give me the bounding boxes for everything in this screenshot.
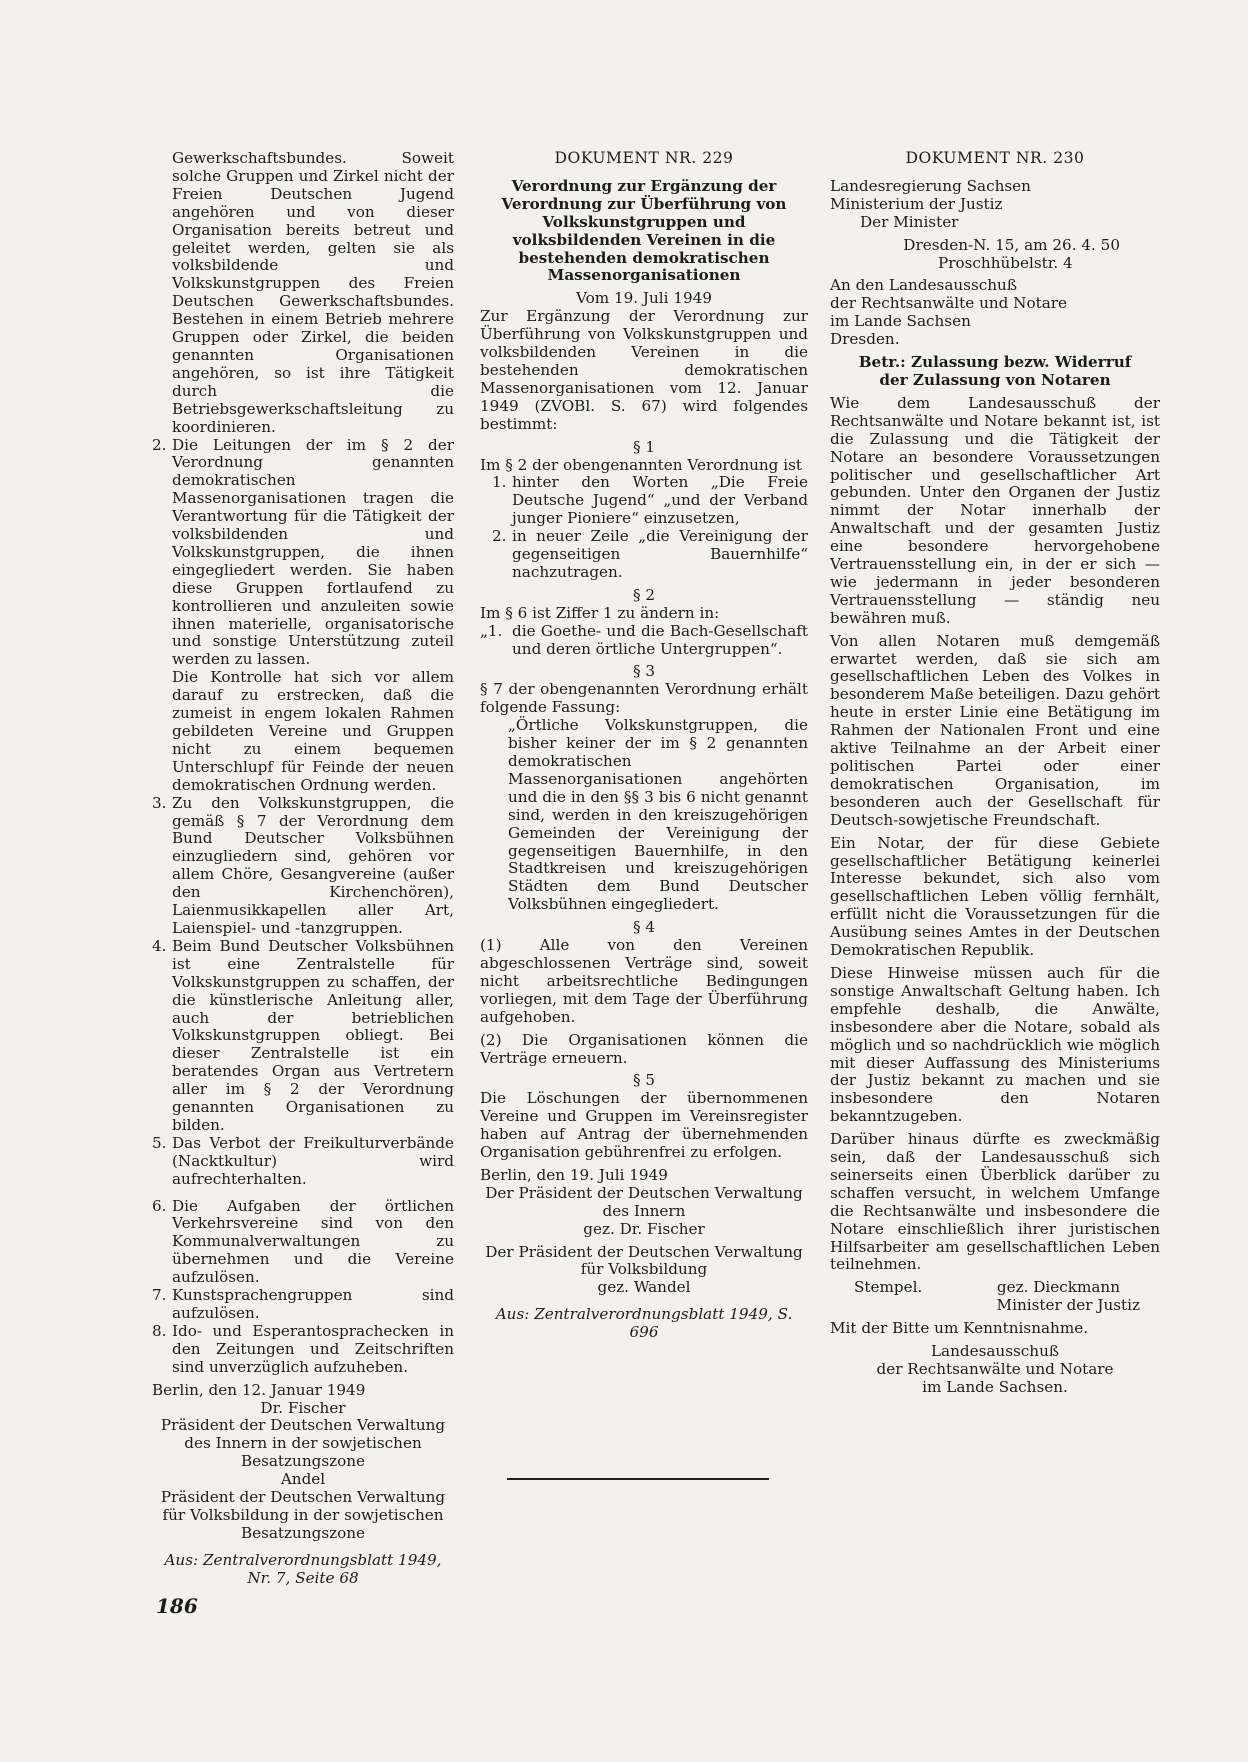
item-number: 4. — [152, 936, 167, 955]
list-item — [480, 474, 808, 528]
letter-paragraph: Ein Notar, der für diese Gebiete gesellschaftlicher Betätigung keinerlei Interesse bekundet, sich also vom gesellschaftlichen Leben völlig fernhält, erfüllt nicht die Voraussetzungen für die Ausübung seines Amtes in der Deutschen Demokratischen Republik. — [830, 833, 1160, 960]
item-text: in neuer Zeile „die Vereinigung der gegenseitigen Bauernhilfe“ nachzutragen. — [512, 527, 808, 581]
item-number: „1. — [480, 621, 503, 640]
source-citation: Aus: Zentralverordnungsblatt 1949, Nr. 7, Seite 68 — [164, 1550, 442, 1587]
ordinance-title: Verordnung zur Ergänzung der Verordnung zur Überführung von Volkskunstgruppen und volksbildenden Vereinen in die bestehenden demokratischen Massenorganisationen — [501, 176, 787, 285]
recipient-line: der Rechtsanwälte und Notare — [876, 1360, 1114, 1378]
list-item — [152, 1135, 454, 1189]
quoted-text: „Örtliche Volkskunstgruppen, die bisher keiner der im § 2 genannten demokratischen Massenorganisationen angehörten und die in den §§ 3 bis 6 nicht genannt sind, werden in den kreiszugehörigen Gemeinden der Vereinigung der gegenseitigen Bauernhilfe, in den Stadtkreisen und kreiszugehörigen Städten dem Bund Deutscher Volksbühnen eingegliedert. — [508, 716, 808, 914]
item-number: 7. — [152, 1286, 167, 1305]
sender-line: Landesregierung Sachsen — [830, 176, 1031, 195]
forwarding-note: Mit der Bitte um Kenntnisnahme. — [830, 1319, 1089, 1338]
letter-paragraph: Diese Hinweise müssen auch für die sonstige Anwaltschaft Geltung haben. Ich empfehle deshalb, die Anwälte, insbesondere aber die Notare, sobald als möglich und so nachdrücklich wie möglich mit dieser Auffassung des Ministeriums der Justiz bekannt zu machen und sie insbesondere den Notaren bekanntzugeben. — [830, 963, 1160, 1126]
section-paragraph: Die Löschungen der übernommenen Vereine und Gruppen im Vereinsregister haben auf Antrag der übernehmenden Organisation gebührenfrei zu erfolgen. — [480, 1089, 808, 1162]
section-paragraph: (1) Alle von den Vereinen abgeschlossenen Verträge sind, soweit nicht arbeitsrechtliche Bedingungen vorliegen, mit dem Tage der Überführung aufgehoben. — [480, 936, 808, 1026]
list-item — [152, 1287, 454, 1323]
section-intro: § 7 der obengenannten Verordnung erhält folgende Fassung: — [480, 680, 808, 717]
section-heading: § 4 — [632, 918, 656, 937]
recipient-line: im Lande Sachsen. — [922, 1377, 1068, 1396]
street-address: Proschhübelstr. 4 — [938, 253, 1073, 272]
place-date: Berlin, den 19. Juli 1949 — [480, 1165, 668, 1184]
signature-title: Präsident der Deutschen Verwaltung des Innern in der sowjetischen Besatzungszone — [160, 1416, 446, 1471]
item-text: Beim Bund Deutscher Volksbühnen ist eine Zentralstelle für Volkskunstgruppen zu schaffen, der die künstlerische Anleitung aller, auch der betrieblichen Volkskunstgruppen obliegt. Bei dieser Zentralstelle ist ein beratendes Organ aus Vertretern aller im § 2 der Verordnung genannten Organisationen zu bilden. — [172, 936, 454, 1134]
place-date: Dresden-N. 15, am 26. 4. 50 — [903, 235, 1120, 254]
list-item — [152, 1323, 454, 1377]
section-divider — [507, 1478, 769, 1480]
recipient-line: Landesausschuß — [930, 1342, 1060, 1361]
subject-line: Betr.: Zulassung bezw. Widerruf der Zulassung von Notaren — [858, 353, 1132, 389]
list-item — [152, 437, 454, 795]
column-middle — [480, 150, 808, 1342]
list-item — [480, 623, 808, 659]
section-heading: § 5 — [632, 1071, 656, 1090]
signature-name: Andel — [280, 1470, 326, 1489]
item-text: Das Verbot der Freikulturverbände (Nacktkultur) wird aufrechterhalten. — [172, 1133, 454, 1188]
stamp-label: Stempel. — [854, 1278, 923, 1297]
sender-line: Der Minister — [860, 212, 959, 231]
address-line: An den Landesausschuß — [830, 276, 1017, 295]
document-heading: DOKUMENT NR. 229 — [554, 149, 734, 167]
item-number: 1. — [492, 473, 507, 492]
page-number: 186 — [156, 1594, 198, 1618]
section-heading: § 1 — [632, 437, 656, 456]
list-item — [480, 528, 808, 582]
signature-row — [830, 1279, 1160, 1297]
item-text: Die Aufgaben der örtlichen Verkehrsvereine sind von den Kommunalverwaltungen zu übernehmen und die Vereine aufzulösen. — [172, 1196, 454, 1287]
column-right — [830, 150, 1160, 1397]
place-date: Berlin, den 12. Januar 1949 — [152, 1380, 366, 1399]
section-list — [480, 474, 808, 581]
item-number: 2. — [492, 527, 507, 546]
signature-name: gez. Dr. Fischer — [583, 1219, 705, 1238]
signature-title: Präsident der Deutschen Verwaltung für Volksbildung in der sowjetischen Besatzungszone — [160, 1488, 446, 1542]
item-number: 5. — [152, 1133, 167, 1152]
item-number: 6. — [152, 1196, 167, 1215]
item-number: 8. — [152, 1321, 167, 1340]
signature-name: gez. Wandel — [597, 1278, 691, 1297]
item-text: Kunstsprachengruppen sind aufzulösen. — [172, 1286, 454, 1322]
letter-paragraph: Darüber hinaus dürfte es zweckmäßig sein, daß der Landesausschuß sich seinerseits einen Überblick darüber zu schaffen versucht, in welchem Umfange die Rechtsanwälte und insbesondere die Notare einschließlich ihrer juristischen Hilfsarbeiter am gesellschaftlichen Leben teilnehmen. — [830, 1130, 1160, 1274]
list-item — [152, 938, 454, 1135]
preamble: Zur Ergänzung der Verordnung zur Überführung von Volkskunstgruppen und volksbildenden Vereinen in die bestehenden demokratischen Massenorganisationen vom 12. Januar 1949 (ZVOBl. S. 67) wird folgendes bestimmt: — [480, 307, 808, 433]
letter-paragraph: Wie dem Landesausschuß der Rechtsanwälte und Notare bekannt ist, ist die Zulassung und die Tätigkeit der Notare an besondere Voraussetzungen politischer und gesellschaftlicher Art gebunden. Unter den Organen der Justiz nimmt der Notar innerhalb der Anwaltschaft und der gesamten Justiz eine besondere hervorgehobene Vertrauensstellung ein, in der er sich — wie jedermann in jeder besonderen Vertrauensstellung — ständig neu bewähren muß. — [830, 393, 1160, 627]
document-heading: DOKUMENT NR. 230 — [905, 149, 1085, 167]
section-paragraph: (2) Die Organisationen können die Verträge erneuern. — [480, 1030, 808, 1067]
list-item — [152, 1198, 454, 1288]
numbered-list — [152, 437, 454, 1377]
item-continuation: Die Kontrolle hat sich vor allem darauf zu erstrecken, daß die zumeist in engem lokalen Rahmen gebildeten Vereine und Gruppen nicht zu einem bequemen Unterschlupf für Feinde der neuen demokratischen Ordnung werden. — [172, 668, 454, 794]
signature-name: Dr. Fischer — [260, 1398, 346, 1417]
address-line: im Lande Sachsen — [830, 312, 971, 331]
item-text: Ido- und Esperantosprachecken in den Zeitungen und Zeitschriften sind unverzüglich aufzuheben. — [172, 1321, 454, 1376]
signer-title: Minister der Justiz — [996, 1296, 1140, 1315]
signature-title: Der Präsident der Deutschen Verwaltung für Volksbildung — [485, 1242, 803, 1279]
section-heading: § 2 — [632, 585, 656, 604]
source-citation: Aus: Zentralverordnungsblatt 1949, S. 696 — [495, 1305, 793, 1342]
sender-line: Ministerium der Justiz — [830, 194, 1003, 213]
item-number: 3. — [152, 793, 167, 812]
item-text: die Goethe- und die Bach-Gesellschaft und deren örtliche Untergruppen“. — [512, 621, 808, 658]
letter-paragraph: Von allen Notaren muß demgemäß erwartet werden, daß sie sich am gesellschaftlichen Leben des Volkes in besonderem Maße beteiligen. Dazu gehört heute in erster Linie eine Betätigung im Rahmen der Nationalen Front und eine aktive Teilnahme an der Arbeit einer politischen Partei oder einer demokratischen Organisation, im besonderen auch der Gesellschaft für Deutsch-sowjetische Freundschaft. — [830, 631, 1160, 829]
intro-paragraph: Gewerkschaftsbundes. Soweit solche Gruppen und Zirkel nicht der Freien Deutschen Jugend angehören und von dieser Organisation bereits betreut und geleitet werden, gelten sie als volksbildende und Volkskunstgruppen des Freien Deutschen Gewerkschaftsbundes. Bestehen in einem Betrieb mehrere Gruppen oder Zirkel, die beiden genannten Organisationen angehören, so ist ihre Tätigkeit durch die Betriebsgewerkschaftsleitung zu koordinieren. — [172, 149, 454, 436]
column-left — [152, 150, 454, 1588]
section-list — [480, 623, 808, 659]
signature-title: Der Präsident der Deutschen Verwaltung des Innern — [485, 1183, 803, 1220]
item-text: Die Leitungen der im § 2 der Verordnung genannten demokratischen Massenorganisationen tragen die Verantwortung für die Tätigkeit der volksbildenden und Volkskunstgruppen, die ihnen eingegliedert werden. Sie haben diese Gruppen fortlaufend zu kontrollieren und anzuleiten sowie ihnen materielle, organisatorische und sonstige Unterstützung zuteil werden zu lassen. — [172, 435, 454, 669]
section-intro: Im § 2 der obengenannten Verordnung ist — [480, 455, 802, 474]
list-item — [152, 795, 454, 938]
section-intro: Im § 6 ist Ziffer 1 zu ändern in: — [480, 603, 720, 622]
address-line: Dresden. — [830, 330, 900, 349]
section-heading: § 3 — [632, 662, 656, 681]
item-number: 2. — [152, 435, 167, 454]
item-text: hinter den Worten „Die Freie Deutsche Jugend“ „und der Verband junger Pioniere“ einzusetzen, — [512, 473, 808, 528]
address-line: der Rechtsanwälte und Notare — [830, 294, 1068, 313]
signer-name: gez. Dieckmann — [996, 1278, 1120, 1297]
ordinance-date: Vom 19. Juli 1949 — [576, 289, 712, 308]
item-text: Zu den Volkskunstgruppen, die gemäß § 7 der Verordnung dem Bund Deutscher Volksbühnen einzugliedern sind, gehören vor allem Chöre, Gesangvereine (außer den Kirchenchören), Laienmusikkapellen aller Art, Laienspiel- und -tanzgruppen. — [172, 793, 454, 937]
